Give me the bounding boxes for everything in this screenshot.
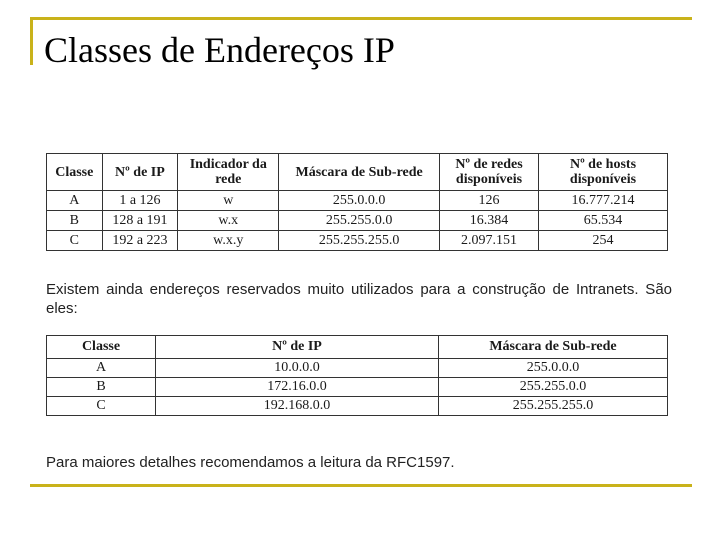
rfc-footnote: Para maiores detalhes recomendamos a leitura da RFC1597. (46, 454, 455, 471)
table-row (47, 359, 668, 378)
slide-title: Classes de Endereços IP (44, 30, 395, 70)
reserved-addresses-table (46, 335, 668, 416)
cell: 126 (440, 191, 539, 211)
cell: 10.0.0.0 (156, 359, 439, 378)
table-row (47, 397, 668, 416)
cell: 255.0.0.0 (279, 191, 440, 211)
table-header-row (47, 336, 668, 359)
col-hosts-disponiveis: Nº de hosts disponíveis (539, 154, 668, 191)
col-redes-disponiveis: Nº de redes disponíveis (440, 154, 539, 191)
cell: B (47, 378, 156, 397)
ip-classes-table (46, 153, 668, 251)
cell: 255.255.0.0 (279, 211, 440, 231)
cell: A (47, 191, 103, 211)
cell: C (47, 397, 156, 416)
col-num-ip: Nº de IP (102, 154, 178, 191)
cell: w (178, 191, 279, 211)
cell: 192 a 223 (102, 231, 178, 251)
cell: 255.0.0.0 (439, 359, 668, 378)
cell: 254 (539, 231, 668, 251)
cell: C (47, 231, 103, 251)
cell: 255.255.0.0 (439, 378, 668, 397)
frame-left-rule (30, 17, 33, 65)
cell: 255.255.255.0 (439, 397, 668, 416)
cell: w.x.y (178, 231, 279, 251)
cell: 16.777.214 (539, 191, 668, 211)
cell: 255.255.255.0 (279, 231, 440, 251)
frame-bottom-rule (30, 484, 692, 487)
col-num-ip: Nº de IP (156, 336, 439, 359)
cell: 2.097.151 (440, 231, 539, 251)
col-mascara: Máscara de Sub-rede (279, 154, 440, 191)
col-indicador-rede: Indicador da rede (178, 154, 279, 191)
col-mascara: Máscara de Sub-rede (439, 336, 668, 359)
cell: 172.16.0.0 (156, 378, 439, 397)
table-header-row (47, 154, 668, 191)
table-row (47, 378, 668, 397)
table-row (47, 211, 668, 231)
cell: B (47, 211, 103, 231)
cell: w.x (178, 211, 279, 231)
col-classe: Classe (47, 154, 103, 191)
table-row (47, 191, 668, 211)
intranet-paragraph: Existem ainda endereços reservados muito utilizados para a construção de Intranets. São eles: (46, 281, 672, 317)
cell: 65.534 (539, 211, 668, 231)
table-row (47, 231, 668, 251)
col-classe: Classe (47, 336, 156, 359)
cell: 192.168.0.0 (156, 397, 439, 416)
cell: 16.384 (440, 211, 539, 231)
cell: A (47, 359, 156, 378)
cell: 128 a 191 (102, 211, 178, 231)
frame-top-rule (30, 17, 692, 20)
cell: 1 a 126 (102, 191, 178, 211)
